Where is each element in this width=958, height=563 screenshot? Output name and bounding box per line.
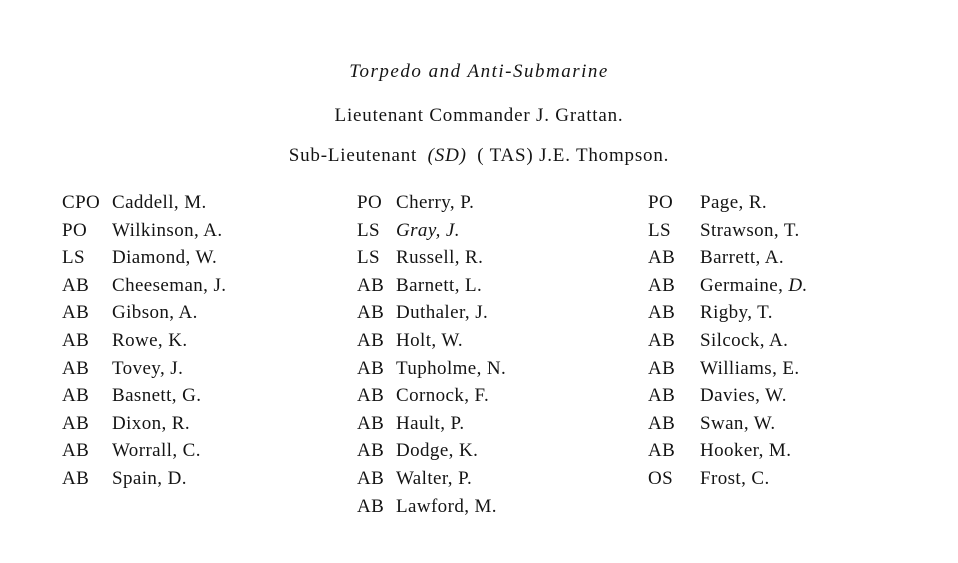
name-label: Hault, P. <box>396 412 465 434</box>
name-label: Gray, J. <box>396 219 460 241</box>
name-initial-italic: D. <box>788 274 808 296</box>
name-label: Spain, D. <box>112 467 187 489</box>
roster-row <box>357 276 506 295</box>
rank-label: AB <box>648 329 676 351</box>
rank-label: AB <box>357 274 385 296</box>
roster-row <box>62 441 226 460</box>
officer-line-sublieutenant <box>0 146 958 165</box>
roster-row <box>357 414 506 433</box>
roster-row <box>648 386 808 405</box>
rank-label: PO <box>648 192 674 213</box>
name-label: Tupholme, N. <box>396 357 507 379</box>
rank-label: PO <box>357 192 383 213</box>
rank-label: AB <box>648 302 676 324</box>
roster-row <box>62 331 226 350</box>
rank-label: AB <box>648 274 676 296</box>
rank-label: LS <box>648 219 671 241</box>
name-label: Walter, P. <box>396 467 473 489</box>
rank-label: AB <box>648 247 676 269</box>
roster-row <box>357 331 506 350</box>
name-label: Duthaler, J. <box>396 302 489 324</box>
rank-label: AB <box>62 440 90 462</box>
section-title: Torpedo and Anti-Submarine <box>349 61 609 82</box>
roster-row <box>648 441 808 460</box>
rank-label: AB <box>648 385 676 407</box>
roster-row <box>62 276 226 295</box>
name-label: Cheeseman, J. <box>112 274 227 296</box>
officer-line-prefix: Sub-Lieutenant <box>288 145 423 166</box>
roster-row <box>357 193 506 212</box>
rank-label: CPO <box>62 192 101 213</box>
roster-row <box>62 386 226 405</box>
rank-label: AB <box>648 440 676 462</box>
rank-label: AB <box>357 412 385 434</box>
name-label: Swan, W. <box>700 412 776 434</box>
roster-row <box>648 414 808 433</box>
roster-row <box>648 248 808 267</box>
rank-label: LS <box>357 219 380 241</box>
roster-row <box>357 303 506 322</box>
roster-row <box>648 303 808 322</box>
name-label: Cornock, F. <box>396 385 490 407</box>
roster-row <box>357 221 506 240</box>
name-label: Dodge, K. <box>396 440 479 462</box>
name-label: Gibson, A. <box>112 302 198 324</box>
roster-row <box>357 386 506 405</box>
name-label: Barnett, L. <box>396 274 483 296</box>
name-label: Cherry, P. <box>396 192 475 213</box>
roster-column <box>357 193 506 524</box>
roster-row <box>357 441 506 460</box>
roster-row <box>648 221 808 240</box>
name-label: Davies, W. <box>700 385 787 407</box>
rank-label: AB <box>357 357 385 379</box>
rank-label: AB <box>357 302 385 324</box>
name-label: Worrall, C. <box>112 440 201 462</box>
rank-label: AB <box>62 412 90 434</box>
name-label: Caddell, M. <box>112 192 207 213</box>
name-label: Dixon, R. <box>112 412 191 434</box>
name-label: Strawson, T. <box>700 219 800 241</box>
roster-row <box>357 497 506 516</box>
rank-label: PO <box>62 219 88 241</box>
roster-row <box>648 359 808 378</box>
roster-row <box>62 359 226 378</box>
roster-row <box>62 469 226 488</box>
rank-label: AB <box>62 329 90 351</box>
name-label: Williams, E. <box>700 357 800 379</box>
roster-row <box>62 221 226 240</box>
roster-row <box>62 248 226 267</box>
rank-label: AB <box>648 412 676 434</box>
roster-row <box>62 303 226 322</box>
rank-label: AB <box>357 467 385 489</box>
name-label: Lawford, M. <box>396 495 497 517</box>
roster-row <box>648 469 808 488</box>
roster-row <box>648 276 808 295</box>
roster-column <box>648 193 808 497</box>
name-label: Frost, C. <box>700 467 770 489</box>
name-label: Wilkinson, A. <box>112 219 223 241</box>
officer-line-sd: (SD) <box>427 145 467 166</box>
name-label: Tovey, J. <box>112 357 184 379</box>
rank-label: AB <box>62 302 90 324</box>
roster-column <box>62 193 226 497</box>
roster-row <box>62 193 226 212</box>
roster-row <box>357 469 506 488</box>
rank-label: LS <box>62 247 85 269</box>
name-label: Diamond, W. <box>112 247 218 269</box>
rank-label: AB <box>357 495 385 517</box>
rank-label: AB <box>357 440 385 462</box>
name-label: Barrett, A. <box>700 247 785 269</box>
roster-row <box>648 331 808 350</box>
rank-label: AB <box>357 385 385 407</box>
rank-label: AB <box>62 357 90 379</box>
rank-label: AB <box>62 467 90 489</box>
roster-row <box>648 193 808 212</box>
name-label: Rowe, K. <box>112 329 188 351</box>
name-label: Silcock, A. <box>700 329 789 351</box>
rank-label: AB <box>62 274 90 296</box>
name-label: Germaine, D. <box>700 274 808 296</box>
roster-row <box>357 359 506 378</box>
rank-label: AB <box>648 357 676 379</box>
rank-label: AB <box>357 329 385 351</box>
name-label: Russell, R. <box>396 247 484 269</box>
rank-label: LS <box>357 247 380 269</box>
name-label: Holt, W. <box>396 329 464 351</box>
officer-line-rest: ( TAS) J.E. Thompson. <box>471 145 670 166</box>
roster-row <box>62 414 226 433</box>
rank-label: AB <box>62 385 90 407</box>
name-label: Basnett, G. <box>112 385 202 407</box>
rank-label: OS <box>648 467 674 489</box>
name-label: Page, R. <box>700 192 768 213</box>
roster-row <box>357 248 506 267</box>
name-label: Rigby, T. <box>700 302 773 324</box>
name-label: Hooker, M. <box>700 440 792 462</box>
officer-line-commander: Lieutenant Commander J. Grattan. <box>334 105 624 126</box>
